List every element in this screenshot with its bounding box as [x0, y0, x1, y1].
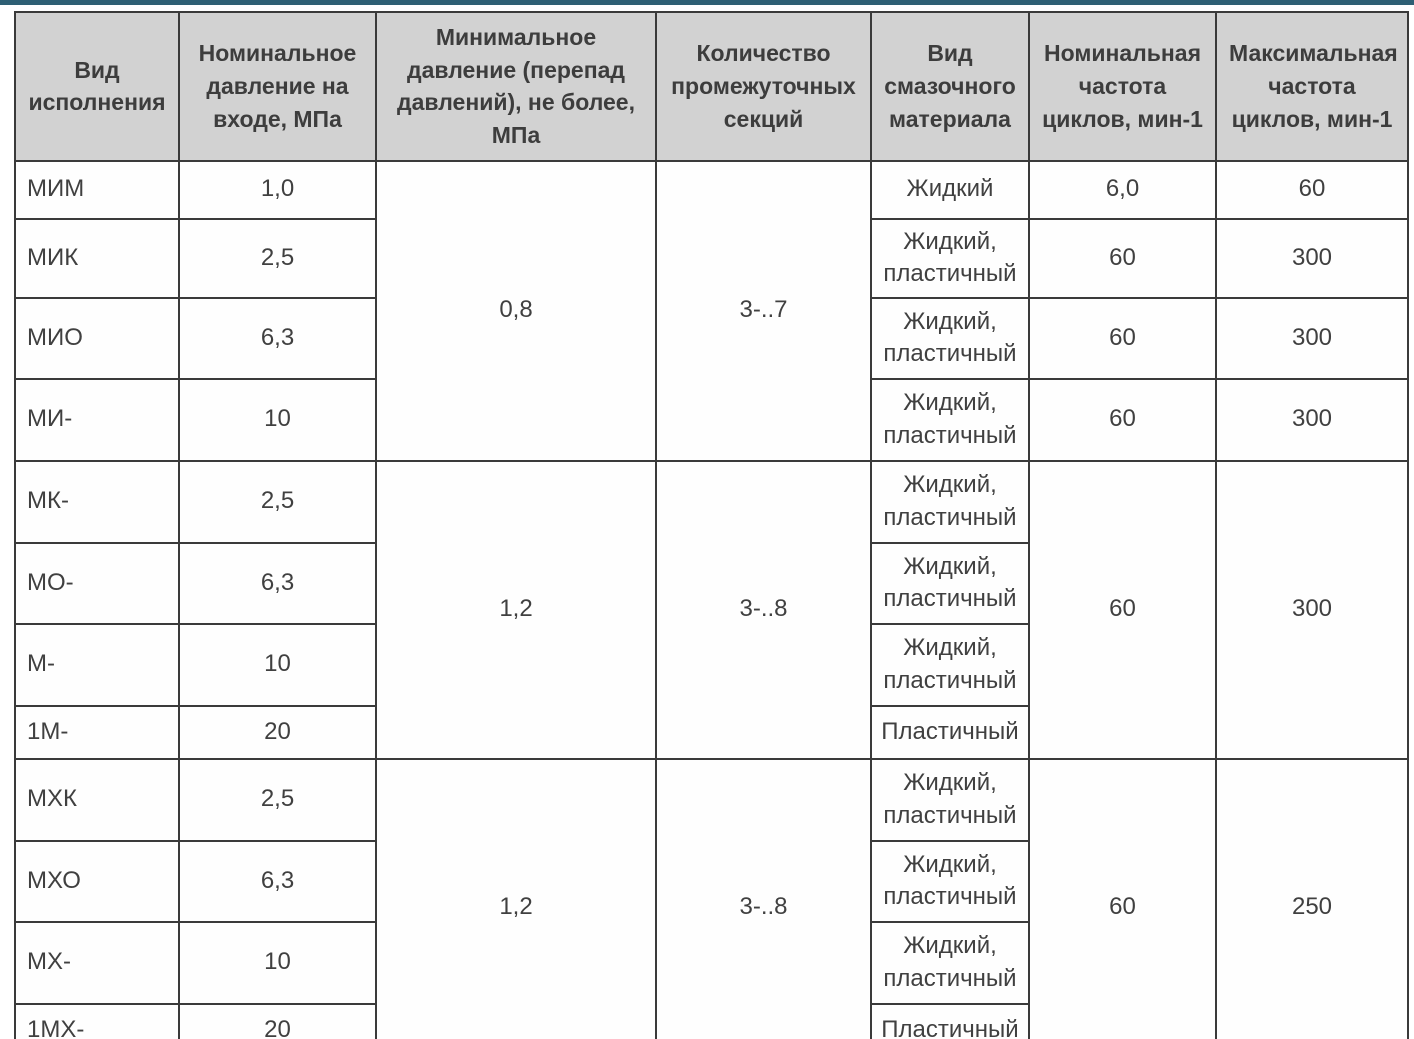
cell-nominal-frequency: 60: [1029, 759, 1216, 1039]
cell-max-frequency: 60: [1216, 161, 1408, 219]
cell-nominal-pressure: 10: [179, 379, 376, 461]
cell-max-frequency: 300: [1216, 379, 1408, 461]
column-header-lubricant-type: Вид смазочного материала: [871, 12, 1029, 161]
top-accent-bar: [0, 0, 1414, 5]
spec-table: [14, 11, 1409, 1039]
cell-min-pressure: 1,2: [376, 461, 656, 759]
cell-min-pressure: 1,2: [376, 759, 656, 1039]
column-header-intermediate-sections: Количество промежуточных секций: [656, 12, 871, 161]
cell-lubricant: Жидкий, пластичный: [871, 624, 1029, 706]
cell-max-frequency: 300: [1216, 219, 1408, 298]
cell-lubricant: Жидкий, пластичный: [871, 379, 1029, 461]
column-header-nominal-inlet-pressure: Номинальное давление на входе, МПа: [179, 12, 376, 161]
cell-lubricant: Жидкий: [871, 161, 1029, 219]
cell-lubricant: Жидкий, пластичный: [871, 219, 1029, 298]
cell-sections-count: 3-..8: [656, 461, 871, 759]
column-header-max-cycle-frequency: Максимальная частота циклов, мин-1: [1216, 12, 1408, 161]
cell-lubricant: Пластичный: [871, 1004, 1029, 1039]
column-header-execution-type: Вид исполнения: [15, 12, 179, 161]
cell-execution-type: 1М-: [15, 706, 179, 759]
cell-execution-type: МИМ: [15, 161, 179, 219]
cell-min-pressure: 0,8: [376, 161, 656, 461]
cell-nominal-pressure: 6,3: [179, 543, 376, 624]
cell-lubricant: Жидкий, пластичный: [871, 922, 1029, 1004]
cell-nominal-pressure: 20: [179, 1004, 376, 1039]
cell-lubricant: Жидкий, пластичный: [871, 461, 1029, 543]
cell-nominal-pressure: 10: [179, 922, 376, 1004]
cell-execution-type: МИО: [15, 298, 179, 379]
cell-lubricant: Жидкий, пластичный: [871, 759, 1029, 841]
cell-nominal-pressure: 1,0: [179, 161, 376, 219]
cell-execution-type: М-: [15, 624, 179, 706]
cell-execution-type: МК-: [15, 461, 179, 543]
cell-nominal-frequency: 60: [1029, 219, 1216, 298]
cell-lubricant: Жидкий, пластичный: [871, 298, 1029, 379]
cell-nominal-pressure: 2,5: [179, 759, 376, 841]
cell-execution-type: МИК: [15, 219, 179, 298]
cell-lubricant: Жидкий, пластичный: [871, 841, 1029, 922]
cell-nominal-frequency: 6,0: [1029, 161, 1216, 219]
cell-nominal-pressure: 10: [179, 624, 376, 706]
cell-lubricant: Жидкий, пластичный: [871, 543, 1029, 624]
cell-nominal-pressure: 20: [179, 706, 376, 759]
cell-nominal-pressure: 2,5: [179, 219, 376, 298]
column-header-nominal-cycle-frequency: Номинальная частота циклов, мин-1: [1029, 12, 1216, 161]
table-row: [15, 759, 1408, 841]
cell-max-frequency: 250: [1216, 759, 1408, 1039]
column-header-minimum-pressure: Минимальное давление (перепад давлений), не более, МПа: [376, 12, 656, 161]
cell-execution-type: 1МХ-: [15, 1004, 179, 1039]
cell-nominal-pressure: 6,3: [179, 298, 376, 379]
cell-nominal-frequency: 60: [1029, 298, 1216, 379]
table-row: [15, 161, 1408, 219]
cell-nominal-frequency: 60: [1029, 379, 1216, 461]
cell-lubricant: Пластичный: [871, 706, 1029, 759]
cell-execution-type: МХК: [15, 759, 179, 841]
cell-execution-type: МО-: [15, 543, 179, 624]
cell-execution-type: МХ-: [15, 922, 179, 1004]
cell-max-frequency: 300: [1216, 298, 1408, 379]
cell-nominal-pressure: 2,5: [179, 461, 376, 543]
cell-nominal-frequency: 60: [1029, 461, 1216, 759]
cell-max-frequency: 300: [1216, 461, 1408, 759]
cell-sections-count: 3-..8: [656, 759, 871, 1039]
table-row: [15, 461, 1408, 543]
cell-execution-type: МИ-: [15, 379, 179, 461]
header-row: [15, 12, 1408, 161]
cell-nominal-pressure: 6,3: [179, 841, 376, 922]
cell-execution-type: МХО: [15, 841, 179, 922]
cell-sections-count: 3-..7: [656, 161, 871, 461]
